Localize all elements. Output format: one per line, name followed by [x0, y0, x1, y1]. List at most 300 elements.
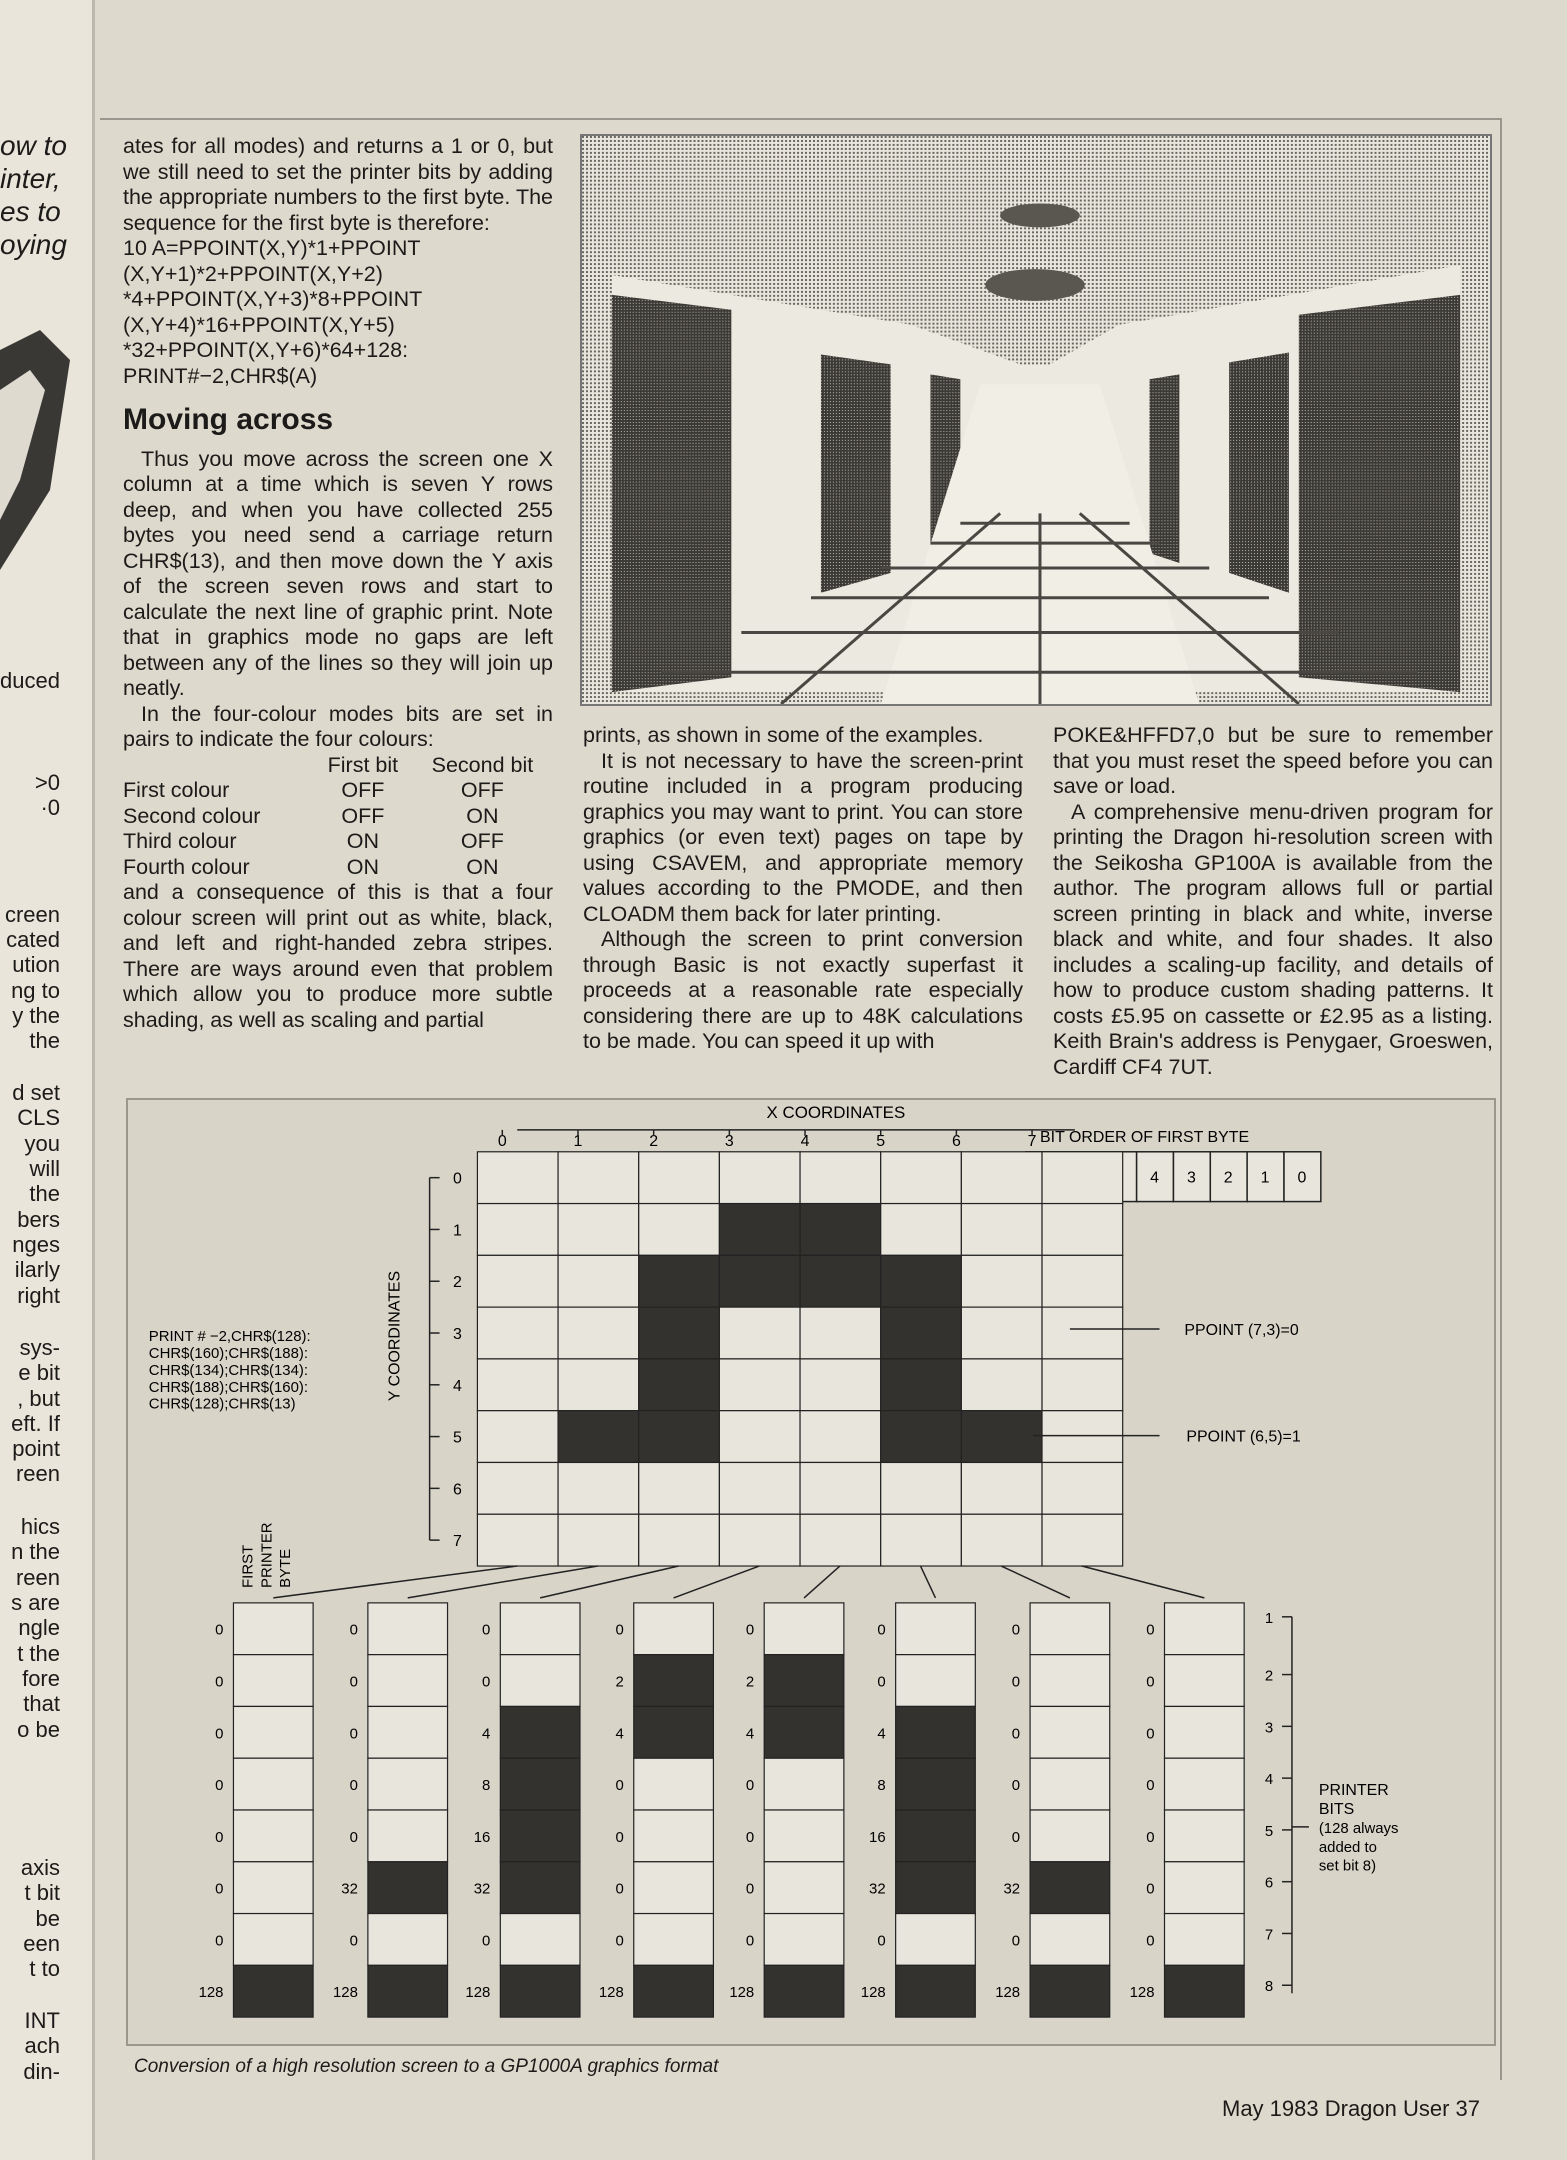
- grid-cell: [719, 1514, 800, 1566]
- printer-bit-value: 0: [349, 1673, 358, 1691]
- gutter-line: be: [35, 1906, 60, 1931]
- grid-cell: [558, 1307, 639, 1359]
- printer-bit-cell: [896, 1810, 976, 1862]
- y-tick-label: 4: [453, 1377, 462, 1395]
- printer-bit-value: 0: [1011, 1725, 1021, 1743]
- table-row: [123, 778, 553, 804]
- printer-bit-value: 0: [615, 1777, 624, 1795]
- grid-cell: [639, 1411, 720, 1463]
- grid-cell: [881, 1204, 962, 1256]
- gutter-line: that: [23, 1691, 60, 1716]
- gutter-line: you: [24, 1131, 60, 1156]
- gutter-line: will: [29, 1156, 60, 1181]
- table-cell: ON: [466, 854, 499, 879]
- grid-cell: [961, 1411, 1042, 1463]
- printer-bit-cell: [896, 1862, 976, 1914]
- printer-bit-value: 0: [1011, 1932, 1021, 1950]
- printer-bit-cell: [233, 1706, 313, 1758]
- print-statement-text: [149, 1328, 311, 1413]
- x-tick-label: 7: [1027, 1132, 1037, 1150]
- table-cell: Third colour: [123, 829, 237, 853]
- grid-cell: [719, 1152, 800, 1204]
- printer-bit-value: 0: [482, 1673, 491, 1691]
- printer-bit-value: 0: [877, 1932, 886, 1950]
- printer-bit-value: 128: [598, 1984, 624, 2002]
- printer-bit-cell: [233, 1758, 313, 1810]
- table-row: [123, 855, 553, 881]
- printer-bit-cell: [1165, 1914, 1245, 1966]
- printer-bit-cell: [896, 1655, 976, 1707]
- grid-cell: [719, 1462, 800, 1514]
- printer-bit-value: 0: [349, 1725, 358, 1743]
- printer-bit-cell: [233, 1965, 313, 2017]
- grid-cell: [881, 1152, 962, 1204]
- printer-bit-value: 0: [215, 1725, 224, 1743]
- printer-bit-value: 0: [745, 1777, 755, 1795]
- printer-bit-value: 0: [1011, 1777, 1021, 1795]
- gutter-line: fore: [22, 1666, 60, 1691]
- x-tick-label: 6: [951, 1132, 961, 1150]
- gutter-line: nges: [12, 1232, 60, 1257]
- printer-bit-cell: [896, 1965, 976, 2017]
- article-column-1: [123, 134, 553, 1033]
- grid-cell: [477, 1462, 558, 1514]
- printer-bit-cell: [764, 1655, 844, 1707]
- printer-bit-value: 0: [215, 1828, 224, 1846]
- col2-paragraph: prints, as shown in some of the examples.: [583, 723, 984, 747]
- grid-cell: [800, 1514, 881, 1566]
- gutter-line: creen: [4, 902, 60, 927]
- y-tick-label: 1: [453, 1222, 462, 1240]
- grid-cell: [961, 1255, 1042, 1307]
- printer-bit-value: 0: [1146, 1621, 1155, 1639]
- printer-bit-cell: [368, 1862, 448, 1914]
- printer-bits-label: [1319, 1782, 1399, 1875]
- printer-bit-cell: [368, 1706, 448, 1758]
- grid-cell: [961, 1307, 1042, 1359]
- printer-bit-value: 0: [1146, 1673, 1155, 1691]
- gutter-line: din-: [23, 2059, 60, 2084]
- gutter-line: right: [17, 1283, 60, 1308]
- code-line: 10 A=PPOINT(X,Y)*1+PPOINT: [123, 236, 421, 260]
- connector-line: [1082, 1566, 1204, 1598]
- printer-bit-value: 0: [1011, 1621, 1021, 1639]
- printer-bit-cell: [764, 1758, 844, 1810]
- col1-intro: ates for all modes) and returns a 1 or 0, but we still need to set the printer bits by adding the appropriate numbers to the first byte. The sequence for the first byte is therefore:: [123, 134, 553, 235]
- printer-bit-value: 0: [1146, 1880, 1155, 1898]
- printer-bit-value: 16: [869, 1828, 886, 1846]
- col1-paragraph: In the four-colour modes bits are set in pairs to indicate the four colours:: [123, 701, 553, 751]
- table-cell: Fourth colour: [123, 854, 250, 879]
- printer-bit-cell: [233, 1914, 313, 1966]
- gutter-photo-fragment: [0, 330, 70, 570]
- printer-bit-value: 0: [349, 1777, 358, 1795]
- printer-bit-value: 0: [349, 1828, 358, 1846]
- gutter-line: ng to: [11, 978, 60, 1003]
- printer-bit-cell: [500, 1603, 580, 1655]
- table-cell: OFF: [341, 778, 385, 802]
- previous-page-edge: [0, 0, 95, 2160]
- conversion-diagram: [126, 1098, 1496, 2046]
- gutter-line: ow to: [0, 130, 67, 161]
- x-tick-label: 2: [649, 1132, 659, 1150]
- printer-bit-cell: [368, 1914, 448, 1966]
- grid-cell: [800, 1359, 881, 1411]
- gutter-line: n the: [11, 1539, 60, 1564]
- grid-cell: [881, 1255, 962, 1307]
- x-tick-label: 3: [724, 1132, 734, 1150]
- print-code-line: CHR$(134);CHR$(134):: [148, 1361, 309, 1379]
- printer-bit-number: 4: [1264, 1771, 1274, 1789]
- printer-bit-value: 4: [615, 1725, 624, 1743]
- printer-bit-value: 8: [482, 1777, 491, 1795]
- grid-cell: [961, 1514, 1042, 1566]
- printer-bit-value: 0: [615, 1621, 624, 1639]
- printer-bit-value: 0: [215, 1880, 224, 1898]
- grid-cell: [719, 1359, 800, 1411]
- y-tick-label: 6: [453, 1481, 462, 1499]
- printer-bit-cell: [764, 1706, 844, 1758]
- code-line: PRINT#−2,CHR$(A): [123, 363, 318, 388]
- printer-bit-cell: [368, 1603, 448, 1655]
- printer-bit-cell: [500, 1862, 580, 1914]
- grid-cell: [558, 1514, 639, 1566]
- printer-bit-value: 128: [1129, 1984, 1155, 2002]
- gutter-line: >0: [34, 770, 60, 795]
- printer-bit-cell: [764, 1603, 844, 1655]
- printer-bit-cell: [233, 1603, 313, 1655]
- y-axis-labels: [430, 1171, 462, 1550]
- table-cell: First colour: [123, 778, 230, 802]
- printer-bit-cell: [500, 1965, 580, 2017]
- printer-bit-value: 32: [869, 1880, 886, 1898]
- grid-cell: [1042, 1514, 1123, 1566]
- grid-cell: [558, 1152, 639, 1204]
- gutter-line: een: [23, 1931, 60, 1956]
- x-axis-title: X COORDINATES: [766, 1102, 906, 1122]
- printer-bit-cell: [500, 1758, 580, 1810]
- y-tick-label: 2: [453, 1274, 462, 1292]
- bit-order-label: 1: [1260, 1169, 1270, 1187]
- grid-cell: [881, 1462, 962, 1514]
- x-axis-labels: [498, 1130, 1037, 1150]
- grid-cell: [558, 1462, 639, 1514]
- printer-bit-value: 128: [198, 1984, 224, 2002]
- gutter-line: ution: [12, 952, 60, 977]
- grid-cell: [961, 1359, 1042, 1411]
- grid-cell: [477, 1411, 558, 1463]
- printer-bit-cell: [764, 1914, 844, 1966]
- grid-cell: [477, 1204, 558, 1256]
- printer-bit-cell: [1030, 1758, 1110, 1810]
- connector-line: [540, 1566, 678, 1598]
- code-line: *4+PPOINT(X,Y+3)*8+PPOINT: [123, 287, 423, 311]
- col3-paragraph: POKE&HFFD7,0 but be sure to remember that you must reset the speed before you can save or load.: [1053, 723, 1493, 798]
- printer-bit-cell: [1030, 1810, 1110, 1862]
- printer-bit-cell: [634, 1914, 714, 1966]
- bit-order-label: 4: [1150, 1169, 1159, 1187]
- grid-cell: [961, 1462, 1042, 1514]
- bit-order-title: BIT ORDER OF FIRST BYTE: [1040, 1128, 1250, 1146]
- code-line: (X,Y+4)*16+PPOINT(X,Y+5): [123, 312, 395, 337]
- gutter-line: point: [12, 1436, 60, 1461]
- grid-cell: [1042, 1462, 1123, 1514]
- connector-line: [921, 1566, 936, 1598]
- gutter-line: hics: [20, 1514, 60, 1539]
- gutter-line: e bit: [18, 1360, 60, 1385]
- gutter-line: ach: [24, 2033, 60, 2058]
- callout-ppoint-7-3: PPOINT (7,3)=0: [1184, 1322, 1299, 1340]
- table-row: [123, 804, 553, 830]
- printer-bit-value: 0: [877, 1673, 886, 1691]
- printer-bit-value: 0: [1146, 1725, 1155, 1743]
- grid-cell: [558, 1411, 639, 1463]
- col2-paragraph: Although the screen to print conversion through Basic is not exactly superfast it proceeds at a reasonable rate especially considering there are up to 48K calculations to be made. You can speed it up with: [583, 927, 1023, 1053]
- printer-bit-number: 7: [1264, 1926, 1274, 1944]
- printer-bit-value: 0: [615, 1932, 624, 1950]
- colour-bits-table: [123, 753, 553, 881]
- printer-bit-value: 0: [745, 1621, 755, 1639]
- printer-bit-number: 3: [1264, 1719, 1274, 1737]
- connector-line: [273, 1566, 517, 1598]
- printer-bit-value: 0: [745, 1880, 755, 1898]
- printer-bit-cell: [500, 1706, 580, 1758]
- printer-bit-value: 32: [341, 1880, 358, 1898]
- printer-bit-value: 0: [349, 1621, 358, 1639]
- printer-bit-value: 0: [745, 1932, 755, 1950]
- x-tick-label: 0: [497, 1132, 507, 1150]
- printer-bit-cell: [634, 1706, 714, 1758]
- table-header: First bit: [327, 752, 399, 777]
- gutter-line: t bit: [24, 1880, 60, 1905]
- printer-bit-number: 8: [1264, 1978, 1274, 1996]
- printer-bit-value: 0: [1146, 1777, 1155, 1795]
- grid-cell: [477, 1152, 558, 1204]
- grid-cell: [881, 1307, 962, 1359]
- y-tick-label: 7: [453, 1533, 462, 1551]
- gutter-line: the: [29, 1028, 60, 1053]
- printer-bit-value: 4: [482, 1725, 491, 1743]
- table-row: [123, 829, 553, 855]
- gutter-line: s are: [11, 1590, 60, 1615]
- printer-bit-value: 0: [615, 1828, 624, 1846]
- grid-cell: [558, 1255, 639, 1307]
- connector-line: [408, 1566, 598, 1598]
- grid-cell: [719, 1204, 800, 1256]
- printer-bit-value: 8: [877, 1777, 886, 1795]
- printer-bit-value: 32: [1003, 1880, 1021, 1898]
- printer-bit-value: 0: [1146, 1932, 1155, 1950]
- printer-bit-cell: [634, 1655, 714, 1707]
- grid-cell: [477, 1514, 558, 1566]
- printer-bit-value: 128: [860, 1984, 886, 2002]
- grid-cell: [1042, 1411, 1123, 1463]
- bit-order-label: 2: [1223, 1169, 1233, 1187]
- bit-order-label: 3: [1186, 1169, 1196, 1187]
- printer-bit-value: 0: [482, 1621, 491, 1639]
- printer-bit-value: 0: [215, 1777, 224, 1795]
- printer-byte-columns: [199, 1603, 1245, 2017]
- printer-bit-cell: [368, 1965, 448, 2017]
- printer-bit-cell: [1165, 1965, 1245, 2017]
- gutter-line: es to: [0, 196, 61, 227]
- printer-bits-text: set bit 8): [1318, 1857, 1377, 1875]
- printer-bit-cell: [1165, 1758, 1245, 1810]
- printer-bit-value: 0: [615, 1880, 624, 1898]
- printer-bit-number: 6: [1264, 1874, 1274, 1892]
- printer-bit-value: 0: [1011, 1828, 1021, 1846]
- callout-ppoint-6-5: PPOINT (6,5)=1: [1186, 1428, 1301, 1446]
- y-tick-label: 3: [453, 1325, 462, 1343]
- connector-line: [804, 1566, 840, 1598]
- grid-cell: [558, 1359, 639, 1411]
- printer-bit-cell: [500, 1914, 580, 1966]
- grid-cell: [881, 1359, 962, 1411]
- table-header-row: [123, 753, 553, 779]
- printer-bit-cell: [1030, 1965, 1110, 2017]
- printer-bit-cell: [1030, 1862, 1110, 1914]
- col1-paragraph: and a consequence of this is that a four colour screen will print out as white, black, and left and right-handed zebra stripes. There are ways around even that problem which allow you to produce more subtle shading, as well as scaling and partial: [123, 880, 553, 1032]
- gutter-line: CLS: [17, 1105, 60, 1130]
- printer-bit-cell: [896, 1758, 976, 1810]
- printer-bit-number: 2: [1264, 1667, 1274, 1685]
- grid-cell: [1042, 1359, 1123, 1411]
- grid-cell: [881, 1514, 962, 1566]
- printer-bit-value: 2: [745, 1673, 755, 1691]
- bit-order-label: 0: [1297, 1169, 1307, 1187]
- article-column-2: [583, 723, 1023, 1055]
- gutter-line: ngle: [18, 1615, 60, 1640]
- printer-bit-cell: [1165, 1655, 1245, 1707]
- printer-bit-value: 0: [1011, 1673, 1021, 1691]
- table-cell: ON: [466, 803, 499, 828]
- printer-bit-cell: [896, 1706, 976, 1758]
- printer-bit-value: 0: [745, 1828, 755, 1846]
- printer-bit-cell: [1165, 1706, 1245, 1758]
- corridor-graphics-printout: [580, 134, 1492, 706]
- gutter-line: sys-: [19, 1335, 60, 1360]
- printer-bit-value: 0: [482, 1932, 491, 1950]
- first-printer-byte-text: BYTE: [277, 1548, 295, 1588]
- x-tick-label: 5: [876, 1132, 886, 1150]
- grid-cell: [719, 1411, 800, 1463]
- grid-cell: [719, 1255, 800, 1307]
- printer-bit-value: 4: [877, 1725, 886, 1743]
- col3-paragraph: A comprehensive menu-driven program for printing the Dragon hi-resolution screen with the Seikosha GP100A is available from the author. The program allows full or partial screen printing in black and white, inverse black and white, and four shades. It also includes a scaling-up facility, and details of how to produce custom shading patterns. It costs £5.95 on cassette or £2.95 as a listing. Keith Brain's address is Penygaer, Groeswen, Cardiff CF4 7UT.: [1053, 799, 1493, 1079]
- gutter-line: cated: [6, 927, 60, 952]
- gutter-line: t to: [29, 1956, 60, 1981]
- grid-cell: [477, 1307, 558, 1359]
- printer-bit-cell: [368, 1758, 448, 1810]
- y-tick-label: 0: [453, 1170, 462, 1188]
- gutter-line: oying: [0, 229, 67, 260]
- x-tick-label: 4: [800, 1132, 810, 1150]
- col1-paragraph: Thus you move across the screen one X column at a time which is seven Y rows deep, and when you have collected 255 bytes you need send a carriage return CHR$(13), and then move down the Y axis of the screen seven rows and start to calculate the next line of graphic print. Note that in graphics mode no gaps are left between any of the lines so they will join up neatly.: [123, 446, 553, 700]
- print-code-line: CHR$(188);CHR$(160):: [148, 1378, 309, 1396]
- grid-cell: [800, 1204, 881, 1256]
- printer-bit-value: 128: [465, 1984, 491, 2002]
- code-line: *32+PPOINT(X,Y+6)*64+128:: [123, 338, 409, 362]
- grid-cell: [477, 1255, 558, 1307]
- connector-line: [1001, 1566, 1070, 1598]
- printer-bit-cell: [1030, 1655, 1110, 1707]
- printer-bit-cell: [1165, 1603, 1245, 1655]
- gutter-line: inter,: [0, 163, 61, 194]
- printer-bit-cell: [1030, 1914, 1110, 1966]
- printer-bit-value: 128: [333, 1984, 358, 2002]
- printer-bit-cell: [634, 1810, 714, 1862]
- printer-bit-cell: [368, 1810, 448, 1862]
- grid-cell: [1042, 1152, 1123, 1204]
- table-cell: ON: [346, 854, 380, 879]
- printer-bit-cell: [233, 1810, 313, 1862]
- printer-bit-cell: [896, 1603, 976, 1655]
- printer-bits-text: added to: [1318, 1838, 1377, 1856]
- printer-bit-cell: [500, 1655, 580, 1707]
- printer-bit-value: 0: [1146, 1828, 1155, 1846]
- printer-bit-cell: [1165, 1810, 1245, 1862]
- printer-bit-value: 16: [473, 1828, 491, 1846]
- print-code-line: PRINT # −2,CHR$(128):: [148, 1327, 311, 1345]
- printer-bits-text: PRINTER: [1318, 1782, 1389, 1800]
- printer-bit-value: 4: [745, 1725, 755, 1743]
- table-header: [123, 753, 314, 779]
- gutter-line: , but: [17, 1386, 60, 1411]
- gutter-line: reen: [15, 1461, 60, 1486]
- grid-cell: [800, 1255, 881, 1307]
- table-cell: OFF: [341, 803, 385, 828]
- connector-lines: [273, 1566, 1204, 1598]
- first-printer-byte-text: PRINTER: [258, 1522, 276, 1588]
- grid-cell: [961, 1204, 1042, 1256]
- printer-bit-cell: [1030, 1706, 1110, 1758]
- grid-cell: [477, 1359, 558, 1411]
- figure-caption: Conversion of a high resolution screen to a GP1000A graphics format: [134, 2056, 719, 2077]
- table-cell: OFF: [460, 778, 504, 802]
- table-cell: OFF: [460, 829, 504, 853]
- printer-bit-cell: [764, 1810, 844, 1862]
- printer-bits-text: BITS: [1318, 1800, 1355, 1818]
- pixel-grid: [477, 1152, 1122, 1566]
- printer-bit-number: 5: [1264, 1822, 1274, 1840]
- gutter-line: eft. If: [11, 1411, 60, 1436]
- gutter-line: INT: [24, 2008, 60, 2033]
- printer-bit-cell: [634, 1603, 714, 1655]
- printer-bit-value: 0: [349, 1932, 358, 1950]
- printer-bit-value: 0: [215, 1621, 224, 1639]
- gutter-line: ·0: [40, 795, 60, 820]
- grid-cell: [961, 1152, 1042, 1204]
- gutter-line: duced: [0, 668, 60, 693]
- grid-cell: [639, 1462, 720, 1514]
- printer-bit-value: 32: [473, 1880, 491, 1898]
- grid-cell: [800, 1307, 881, 1359]
- grid-cell: [639, 1152, 720, 1204]
- grid-cell: [1042, 1307, 1123, 1359]
- print-code-line: CHR$(160);CHR$(188):: [148, 1344, 309, 1362]
- grid-cell: [719, 1307, 800, 1359]
- printer-bit-value: 0: [877, 1621, 886, 1639]
- grid-cell: [639, 1255, 720, 1307]
- first-printer-byte-label: [239, 1522, 294, 1588]
- grid-cell: [1042, 1255, 1123, 1307]
- grid-cell: [881, 1411, 962, 1463]
- gutter-line: bers: [17, 1207, 60, 1232]
- grid-cell: [558, 1204, 639, 1256]
- y-axis-title: Y COORDINATES: [386, 1270, 404, 1402]
- table-cell: Second colour: [123, 803, 261, 828]
- connector-line: [674, 1566, 760, 1598]
